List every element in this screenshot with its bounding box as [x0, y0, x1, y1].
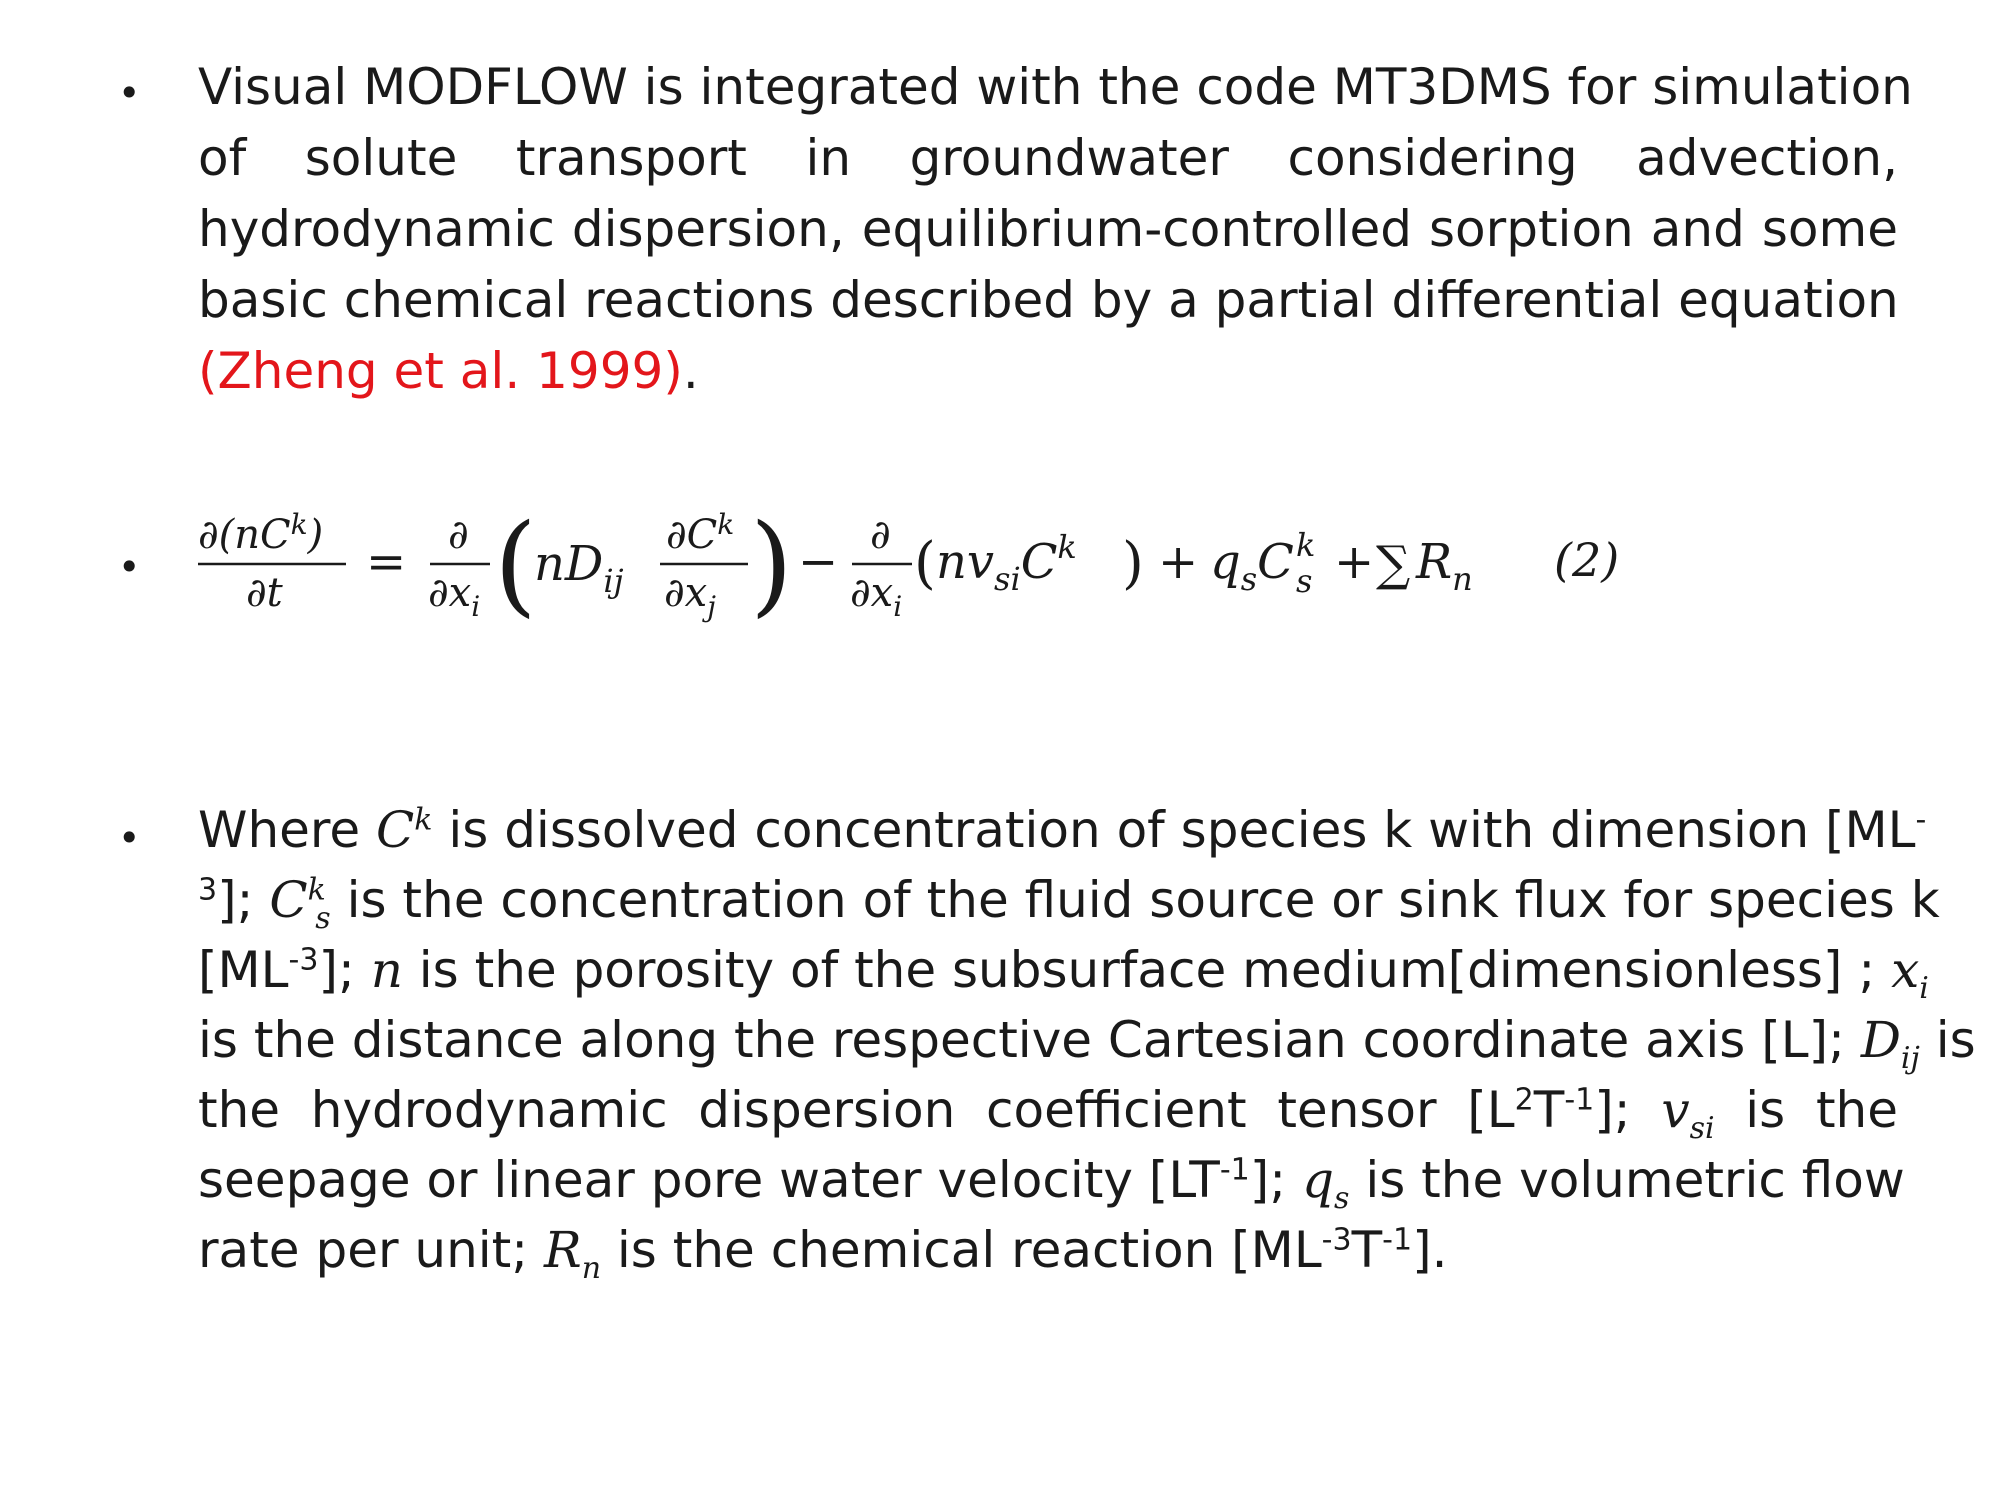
bullet-dot: •: [118, 545, 141, 589]
plus-sign-1: +: [1158, 534, 1199, 590]
term3-sup: k: [1296, 526, 1316, 564]
citation-period: .: [682, 342, 699, 400]
term1-inner-denominator: $\partial x_j$: [664, 570, 716, 623]
plus-sign-2: +: [1334, 534, 1375, 590]
term3-sub: s: [1296, 562, 1313, 600]
term3: $q_sC$: [1210, 534, 1294, 598]
definitions-line-2: $^3$]; $C^k_s$ is the concentration of the fluid source or sink flux for species k: [198, 871, 1940, 936]
symbol-x-i: $x_i$: [1891, 941, 1929, 1006]
intro-paragraph: [198, 52, 1913, 407]
symbol-R-n: $R_n$: [544, 1221, 602, 1286]
symbol-D-ij: $D_{ij}$: [1860, 1011, 1920, 1076]
bullet-dot: •: [118, 816, 141, 860]
term1-open-paren: (: [494, 500, 537, 628]
symbol-C-k: $C^k$: [376, 801, 433, 859]
symbol-q-s: $q_s$: [1302, 1151, 1350, 1216]
term2-body: $nv_{si}C^k$: [936, 528, 1077, 598]
equation-number: (2): [1554, 533, 1620, 587]
term2-numerator: ∂: [870, 512, 891, 558]
intro-line-1: Visual MODFLOW is integrated with the code MT3DMS for simulation: [198, 58, 1913, 116]
intro-line-3: hydrodynamic dispersion, equilibrium-controlled sorption and some: [198, 200, 1898, 258]
transport-equation: [198, 500, 1798, 640]
term2-denominator: $\partial x_i$: [850, 570, 903, 623]
bullet-dot: •: [118, 71, 141, 115]
lhs-denominator: ∂t: [246, 570, 283, 616]
symbol-v-si: $v_{si}$: [1661, 1081, 1715, 1146]
term1-numerator: ∂: [448, 512, 469, 558]
intro-line-4: basic chemical reactions described by a partial differential equation: [198, 271, 1899, 329]
lhs-numerator: $\partial(nC^k)$: [198, 508, 324, 558]
citation-link: (Zheng et al. 1999): [198, 342, 683, 400]
term1-close-paren: ): [750, 500, 793, 628]
minus-sign: −: [798, 534, 839, 590]
definitions-line-6: seepage or linear pore water velocity $[LT^{-1}]$; $q_s$ is the volumetric flow: [198, 1151, 1905, 1216]
definitions-line-7: rate per unit; $R_n$ is the chemical reaction $[ML^{-3}T^{-1}]$.: [198, 1221, 1448, 1286]
term1-denominator: $\partial x_i$: [428, 570, 481, 623]
equals-sign: =: [366, 534, 407, 590]
definitions-line-4: is the distance along the respective Cartesian coordinate axis [L]; $D_{ij}$ is: [198, 1011, 1976, 1076]
definitions-line-5: the hydrodynamic dispersion coefficient tensor $[L^2T^{-1}]$; $v_{si}$ is the: [198, 1081, 1898, 1146]
term2-close-paren: ): [1122, 531, 1144, 596]
definitions-line-1: Where $C^k$ is dissolved concentration of species k with dimension [ML-: [198, 801, 1927, 859]
term2-open-paren: (: [914, 531, 936, 596]
intro-line-5: [198, 336, 1898, 407]
term1-inner-lead: $nD_{ij}$: [534, 536, 624, 600]
sum-symbol: ∑: [1376, 536, 1411, 592]
intro-line-2: of solute transport in groundwater considering advection,: [198, 129, 1898, 187]
definitions-line-3: $[ML^{-3}]$; n is the porosity of the subsurface medium[dimensionless] ; $x_i$: [198, 941, 1929, 1006]
definitions-paragraph: [198, 795, 1976, 1286]
term1-inner-numerator: $\partial C^k$: [666, 508, 735, 558]
term4: $R_n$: [1416, 534, 1473, 598]
equation-svg: [198, 500, 1798, 640]
symbol-n: n: [370, 941, 403, 999]
symbol-C-s-k: $C^k_s$: [269, 871, 331, 936]
